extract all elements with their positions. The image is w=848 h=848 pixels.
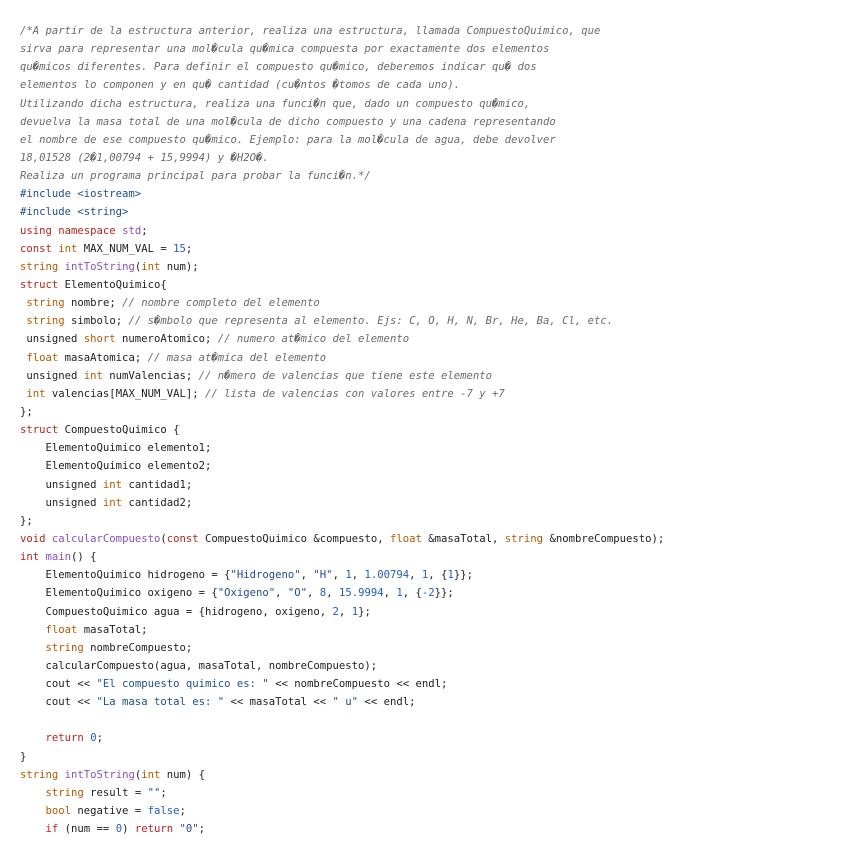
code-line xyxy=(20,584,840,602)
code-token-number: 1 xyxy=(447,569,454,582)
code-token-string: " u" xyxy=(332,696,359,709)
code-token-keyword: return xyxy=(134,823,174,836)
code-token-pre: #include <string> xyxy=(20,206,129,219)
code-token-comment: el nombre de ese compuesto qu�mico. Ejemplo: para la mol�cula de agua, debe devolver xyxy=(20,133,556,146)
code-token-text: , { xyxy=(428,569,448,582)
code-token-text: ; xyxy=(179,805,186,818)
code-line xyxy=(20,222,840,240)
code-token-string: "El compuesto quimico es: " xyxy=(96,678,269,691)
code-token-comment: Realiza un programa principal para probar la funci�n.*/ xyxy=(20,170,371,183)
code-token-text: << endl; xyxy=(358,696,416,709)
code-token-comment: /*A partir de la estructura anterior, realiza una estructura, llamada CompuestoQuimico, que xyxy=(20,25,601,37)
code-token-text: ; xyxy=(96,732,103,745)
code-token-text: () { xyxy=(71,551,97,564)
code-token-text: cout << xyxy=(20,696,97,709)
code-token-keyword: if xyxy=(45,823,59,836)
code-token-type: int xyxy=(83,369,103,382)
code-token-text: num) { xyxy=(160,768,206,781)
code-line xyxy=(20,312,840,330)
code-token-comment: Utilizando dicha estructura, realiza una funci�n que, dado un compuesto qu�mico, xyxy=(20,97,531,110)
code-token-number: 2 xyxy=(332,605,339,618)
code-token-number: 1 xyxy=(396,587,403,600)
code-token-text: CompuestoQuimico { xyxy=(58,424,180,437)
code-token-func: intToString xyxy=(64,768,135,781)
code-token-type: string xyxy=(26,297,65,310)
code-line xyxy=(20,657,840,675)
code-token-type: string xyxy=(26,315,65,328)
code-token-text: nombre; xyxy=(64,297,123,310)
code-line xyxy=(20,621,840,639)
code-token-func: intToString xyxy=(64,260,135,273)
code-token-type: int xyxy=(102,496,123,509)
code-token-comment: // n�mero de valencias que tiene este elemento xyxy=(198,369,492,382)
code-token-type: int xyxy=(102,478,123,491)
code-token-number: 1 xyxy=(421,569,429,582)
code-line xyxy=(20,294,840,312)
code-line xyxy=(20,203,840,221)
code-token-text: &nombreCompuesto); xyxy=(543,532,665,545)
code-token-text: , xyxy=(332,569,346,582)
code-token-number: 1.00794 xyxy=(364,569,410,582)
code-token-text: numeroAtomico; xyxy=(115,333,218,346)
code-line xyxy=(20,185,840,203)
code-token-text: valencias[MAX_NUM_VAL]; xyxy=(45,387,205,400)
code-token-comment: // nombre completo del elemento xyxy=(122,297,320,310)
code-token-text: cout << xyxy=(20,678,97,691)
code-token-text: ; xyxy=(160,786,167,799)
code-token-text: } xyxy=(20,750,27,763)
code-token-text: , xyxy=(275,587,288,600)
code-token-string: "La masa total es: " xyxy=(96,696,225,709)
code-token-number: 8 xyxy=(319,587,327,600)
code-token-comment: // masa at�mica del elemento xyxy=(147,351,327,364)
code-line xyxy=(20,766,840,784)
code-token-string: "Oxigeno" xyxy=(217,587,276,600)
code-line xyxy=(20,421,840,439)
code-token-text: ( xyxy=(134,260,142,273)
code-token-comment: sirva para representar una mol�cula qu�mica compuesta por exactamente dos elementos xyxy=(20,43,550,56)
code-line xyxy=(20,548,840,566)
code-token-bool: false xyxy=(147,805,180,818)
code-token-keyword: namespace xyxy=(58,224,116,237)
code-token-text: ( xyxy=(134,768,142,781)
code-token-func: main xyxy=(45,551,72,564)
code-token-text: unsigned xyxy=(20,369,84,382)
code-token-type: short xyxy=(83,333,116,346)
code-editor[interactable] xyxy=(20,22,840,838)
code-line xyxy=(20,675,840,693)
code-line xyxy=(20,476,840,494)
code-line xyxy=(20,530,840,548)
code-line xyxy=(20,457,840,475)
code-token-comment: 18,01528 (2�1,00794 + 15,9994) y �H2O�. xyxy=(20,151,269,164)
code-token-text: &masaTotal, xyxy=(421,532,505,545)
code-token-text: result = xyxy=(83,786,148,799)
code-token-text: ElementoQuimico hidrogeno = { xyxy=(20,569,231,582)
code-line xyxy=(20,113,840,131)
code-token-type: string xyxy=(20,768,59,781)
code-token-type: float xyxy=(45,623,78,636)
code-line xyxy=(20,711,840,729)
code-token-type: int xyxy=(58,242,78,255)
code-line xyxy=(20,258,840,276)
code-token-text xyxy=(20,642,46,654)
code-token-text xyxy=(20,732,46,744)
code-token-text xyxy=(20,787,46,799)
code-line xyxy=(20,820,840,838)
code-token-type: bool xyxy=(45,805,72,818)
code-token-keyword: return xyxy=(45,732,84,745)
code-token-text: cantidad2; xyxy=(122,496,193,509)
code-token-number: 0 xyxy=(90,732,97,745)
code-line xyxy=(20,58,840,76)
code-token-text: CompuestoQuimico &compuesto, xyxy=(198,532,390,545)
code-line xyxy=(20,95,840,113)
code-token-text: nombreCompuesto; xyxy=(83,641,193,654)
code-token-number: 0 xyxy=(115,823,123,836)
code-token-type: string xyxy=(45,641,84,654)
code-token-string: "0" xyxy=(179,823,199,836)
code-token-text: unsigned xyxy=(20,333,84,346)
code-line xyxy=(20,131,840,149)
code-token-text: , xyxy=(326,587,339,600)
code-token-type: int xyxy=(141,768,161,781)
code-token-text: }; xyxy=(358,605,371,618)
code-line xyxy=(20,494,840,512)
code-token-type: string xyxy=(20,260,59,273)
code-token-text: , xyxy=(300,569,314,582)
code-token-text: num); xyxy=(160,260,199,273)
code-token-text: }}; xyxy=(434,587,454,600)
code-line xyxy=(20,729,840,747)
code-token-number: 15.9994 xyxy=(338,587,384,600)
code-token-text: simbolo; xyxy=(64,315,129,328)
code-token-comment: // s�mbolo que representa al elemento. Ejs: C, O, H, N, Br, He, Ba, Cl, etc. xyxy=(128,315,614,328)
code-token-type: string xyxy=(45,786,84,799)
code-token-text: ElementoQuimico elemento1; xyxy=(20,442,212,455)
code-token-text: ElementoQuimico elemento2; xyxy=(20,460,212,473)
code-line xyxy=(20,22,840,40)
code-token-text: ; xyxy=(141,224,148,237)
code-line xyxy=(20,349,840,367)
code-token-text: , xyxy=(383,587,397,600)
code-token-number: 1 xyxy=(351,605,359,618)
code-token-type: int xyxy=(141,260,161,273)
code-token-number: 15 xyxy=(173,242,186,255)
code-line xyxy=(20,802,840,820)
code-token-keyword: struct xyxy=(20,424,59,437)
code-token-text xyxy=(20,823,46,835)
code-line xyxy=(20,367,840,385)
code-line xyxy=(20,240,840,258)
code-line xyxy=(20,439,840,457)
code-line xyxy=(20,639,840,657)
code-token-func: calcularCompuesto xyxy=(51,532,161,545)
code-line xyxy=(20,512,840,530)
code-token-comment: elementos lo componen y en qu� cantidad (cu�ntos �tomos de cada uno). xyxy=(20,79,461,92)
code-token-text: , xyxy=(409,569,422,582)
code-token-string: "H" xyxy=(313,569,333,582)
code-line xyxy=(20,40,840,58)
code-token-text: ; xyxy=(198,823,206,836)
code-token-keyword: void xyxy=(20,532,46,545)
code-token-text: calcularCompuesto(agua, masaTotal, nombreCompuesto); xyxy=(20,659,378,672)
code-token-text: , { xyxy=(402,587,422,600)
code-token-keyword: struct xyxy=(20,278,59,291)
code-token-text: masaTotal; xyxy=(77,623,148,636)
code-token-text: numValencias; xyxy=(102,369,199,382)
code-token-text: MAX_NUM_VAL = xyxy=(77,242,174,255)
code-token-text: (num == xyxy=(58,823,116,836)
code-token-text xyxy=(20,805,46,817)
code-token-text: ) xyxy=(122,823,135,836)
code-token-text: , xyxy=(351,569,365,582)
code-token-text: CompuestoQuimico agua = {hidrogeno, oxigeno, xyxy=(20,605,333,618)
code-token-text: unsigned xyxy=(20,496,103,509)
code-line xyxy=(20,149,840,167)
code-token-string: "O" xyxy=(287,587,308,600)
code-token-text: }; xyxy=(20,405,33,418)
code-token-comment: qu�micos diferentes. Para definir el compuesto qu�mico, deberemos indicar qu� dos xyxy=(20,61,537,74)
code-line xyxy=(20,276,840,294)
code-token-type: int xyxy=(26,387,46,400)
code-token-text: ; xyxy=(185,242,193,255)
code-token-text: cantidad1; xyxy=(122,478,193,491)
code-token-comment: devuelva la masa total de una mol�cula de dicho compuesto y una cadena representando xyxy=(20,115,556,128)
code-token-type: float xyxy=(389,532,422,545)
code-token-string: "" xyxy=(147,786,161,799)
code-line xyxy=(20,566,840,584)
code-token-keyword: const xyxy=(166,532,199,545)
code-token-text: unsigned xyxy=(20,478,103,491)
code-token-ns: std xyxy=(122,224,142,237)
code-line xyxy=(20,603,840,621)
code-line xyxy=(20,784,840,802)
code-token-text: ElementoQuimico oxigeno = { xyxy=(20,587,218,600)
code-token-type: float xyxy=(26,351,59,364)
code-line xyxy=(20,167,840,185)
code-token-number: 1 xyxy=(345,569,352,582)
code-token-text: negative = xyxy=(71,805,148,818)
code-token-text: , xyxy=(338,605,352,618)
code-token-text: << masaTotal << xyxy=(224,696,333,709)
code-token-comment: // lista de valencias con valores entre -7 y +7 xyxy=(204,387,505,400)
code-token-string: "Hidrogeno" xyxy=(230,569,301,582)
code-line xyxy=(20,76,840,94)
code-token-text: }}; xyxy=(453,569,473,582)
code-token-keyword: using xyxy=(20,224,52,237)
code-token-text: , xyxy=(307,587,320,600)
code-token-keyword: int xyxy=(20,551,40,564)
code-token-text: masaAtomica; xyxy=(58,351,148,364)
code-token-text: ElementoQuimico{ xyxy=(58,278,167,291)
code-token-keyword: const xyxy=(20,242,52,255)
code-token-text xyxy=(20,624,46,636)
code-line xyxy=(20,693,840,711)
code-line xyxy=(20,330,840,348)
code-token-comment: // numero at�mico del elemento xyxy=(217,333,410,346)
code-line xyxy=(20,748,840,766)
code-token-text: << nombreCompuesto << endl; xyxy=(268,678,448,691)
code-token-type: string xyxy=(504,532,544,545)
code-line xyxy=(20,385,840,403)
code-token-number: -2 xyxy=(421,587,435,600)
code-token-text: }; xyxy=(20,514,33,527)
code-line xyxy=(20,403,840,421)
code-token-text: ( xyxy=(160,532,167,545)
code-token-pre: #include <iostream> xyxy=(20,188,142,201)
